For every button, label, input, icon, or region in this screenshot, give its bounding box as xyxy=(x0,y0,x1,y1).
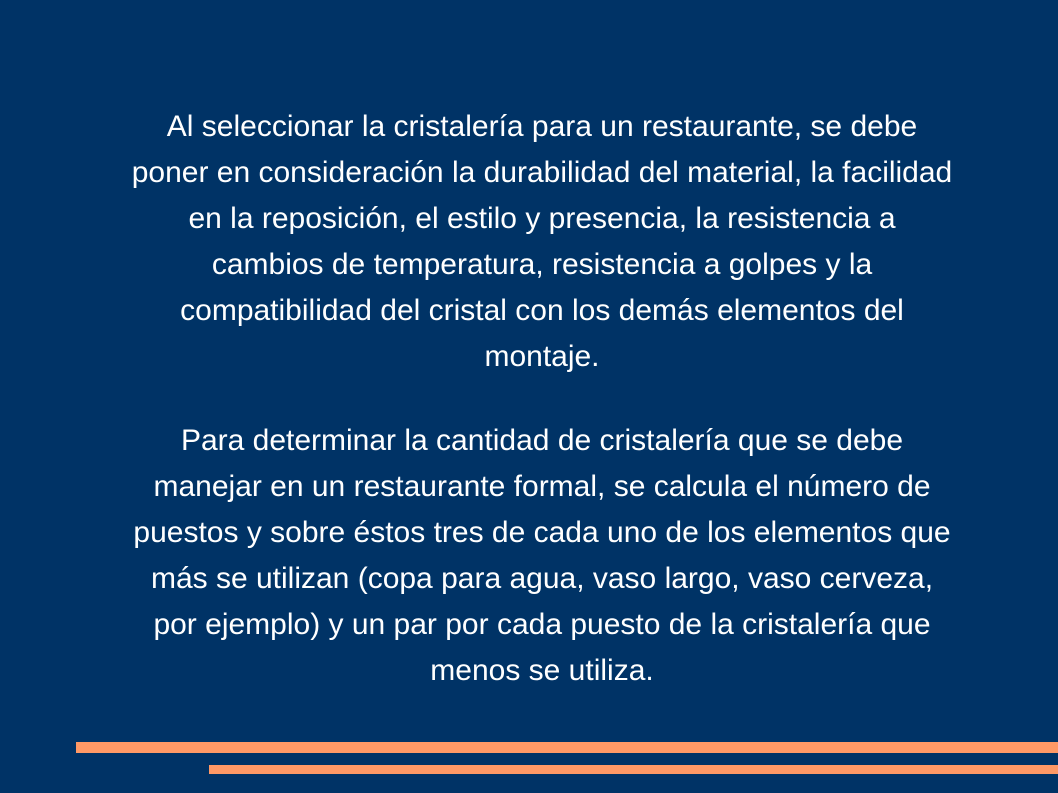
text-line: por ejemplo) y un par por cada puesto de la cristalería que xyxy=(153,608,931,641)
text-line: manejar en un restaurante formal, se calcula el número de xyxy=(153,470,931,503)
text-line: puestos y sobre éstos tres de cada uno de los elementos que xyxy=(133,516,951,549)
text-line: más se utilizan (copa para agua, vaso largo, vaso cerveza, xyxy=(150,562,934,595)
text-line: Para determinar la cantidad de cristalería que se debe xyxy=(180,424,904,457)
text-line: cambios de temperatura, resistencia a golpes y la xyxy=(211,248,873,281)
text-line: poner en consideración la durabilidad del material, la facilidad xyxy=(131,156,953,189)
text-line: menos se utiliza. xyxy=(430,654,654,687)
paragraph-spacer xyxy=(22,380,1058,418)
decorative-bar-top xyxy=(76,742,1058,753)
text-line: compatibilidad del cristal con los demás elementos del xyxy=(180,294,904,327)
text-line: montaje. xyxy=(484,340,600,373)
text-line: Al seleccionar la cristalería para un restaurante, se debe xyxy=(166,110,918,143)
paragraph-glassware-selection xyxy=(22,104,1058,380)
decorative-bar-bottom xyxy=(209,765,1058,774)
paragraph-glassware-quantity xyxy=(22,418,1058,694)
text-line: en la reposición, el estilo y presencia, la resistencia a xyxy=(188,202,896,235)
slide-body xyxy=(22,104,1058,694)
